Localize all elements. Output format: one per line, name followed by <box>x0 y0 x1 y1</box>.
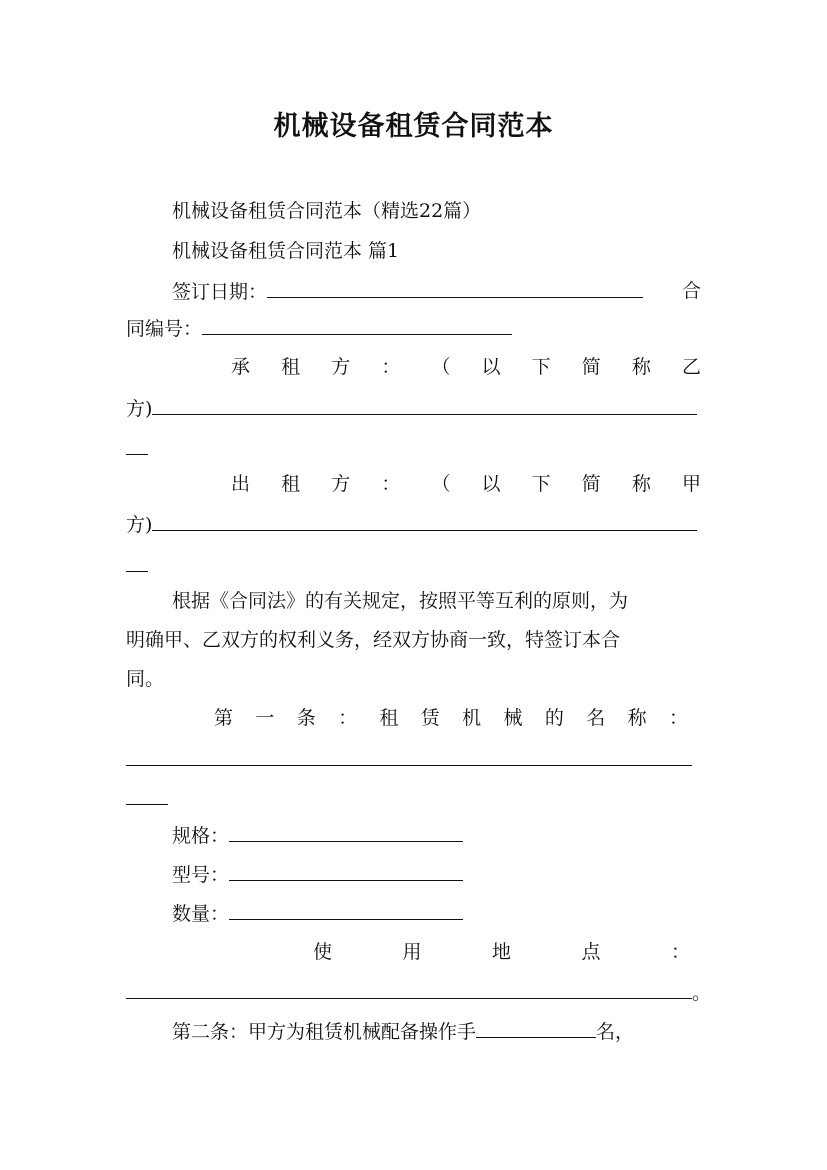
lessee-char: 租 <box>281 356 301 378</box>
contract-no-blank <box>202 316 512 335</box>
preamble-line: 明确甲、乙双方的权利义务，经双方协商一致，特签订本合 <box>126 629 621 651</box>
lessor-blank-continued <box>126 570 148 572</box>
article1-char: ： <box>668 707 688 729</box>
preamble-line: 同。 <box>126 668 165 690</box>
spec-blank <box>229 823 463 842</box>
quantity-blank <box>229 901 463 920</box>
lessor-tail-row <box>126 512 697 537</box>
lessee-char: 以 <box>481 356 501 378</box>
document-title: 机械设备租赁合同范本 <box>273 111 554 142</box>
lessor-char: 租 <box>281 473 301 495</box>
lessor-tail: 方) <box>126 514 153 536</box>
lessee-char: ： <box>381 356 401 378</box>
sign-date-label: 签订日期： <box>172 281 268 303</box>
preamble-line: 根据《合同法》的有关规定，按照平等互利的原则，为 <box>172 590 629 612</box>
article1-char: 名 <box>586 707 606 729</box>
lessee-char: 称 <box>631 356 651 378</box>
article2-suffix: 名， <box>596 1021 635 1043</box>
location-char: 点 <box>581 941 601 963</box>
article1-char: 一 <box>255 707 275 729</box>
lessor-blank <box>152 512 697 531</box>
article1-char: 的 <box>544 707 564 729</box>
quantity-label: 数量： <box>172 903 230 925</box>
lessee-tail-row <box>126 396 697 421</box>
lessor-char: 出 <box>231 473 251 495</box>
lessee-char: 承 <box>231 356 251 378</box>
lessor-char: 以 <box>481 473 501 495</box>
section-heading: 机械设备租赁合同范本 篇1 <box>172 240 400 262</box>
location-char: 地 <box>491 941 511 963</box>
article1-char: ： <box>338 707 358 729</box>
article1-char: 条 <box>296 707 316 729</box>
location-blank-row <box>126 980 711 1005</box>
machine-name-blank <box>126 764 692 766</box>
sign-date-blank <box>267 279 643 298</box>
lessee-char: 简 <box>581 356 601 378</box>
spec-row <box>172 823 463 848</box>
lessee-blank <box>152 396 697 415</box>
contract-no-prefix: 合 <box>682 280 702 302</box>
machine-name-blank-continued <box>126 803 168 805</box>
article1-row <box>214 706 688 730</box>
location-row <box>313 940 690 964</box>
model-label: 型号： <box>172 864 230 886</box>
lessor-char: 甲 <box>681 473 701 495</box>
lessor-char: 简 <box>581 473 601 495</box>
article1-char: 第 <box>214 707 234 729</box>
location-char: 用 <box>402 941 422 963</box>
spec-label: 规格： <box>172 825 230 847</box>
article1-char: 赁 <box>420 707 440 729</box>
sign-date-row <box>172 279 643 304</box>
location-char: ： <box>670 941 690 963</box>
article1-char: 械 <box>503 707 523 729</box>
lessor-char: ： <box>381 473 401 495</box>
location-char: 使 <box>313 941 333 963</box>
lessee-tail: 方) <box>126 398 153 420</box>
model-row <box>172 862 463 887</box>
article1-char: 机 <box>462 707 482 729</box>
article2-prefix: 第二条：甲方为租赁机械配备操作手 <box>172 1021 477 1043</box>
lessee-char: 乙 <box>681 356 701 378</box>
lessee-blank-continued <box>126 453 148 455</box>
article2-row <box>172 1019 634 1044</box>
lessee-char: （ <box>431 356 451 378</box>
operator-count-blank <box>476 1019 596 1038</box>
lessor-char: 称 <box>631 473 651 495</box>
model-blank <box>229 862 463 881</box>
lessee-char: 方 <box>331 356 351 378</box>
subtitle: 机械设备租赁合同范本（精选22篇） <box>172 200 482 222</box>
article1-char: 称 <box>627 707 647 729</box>
lessee-row <box>231 355 701 379</box>
lessor-char: 下 <box>531 473 551 495</box>
article1-char: 租 <box>379 707 399 729</box>
contract-no-row <box>126 316 512 341</box>
lessee-char: 下 <box>531 356 551 378</box>
location-end: 。 <box>692 982 712 1004</box>
location-blank <box>126 980 692 999</box>
lessor-row <box>231 472 701 496</box>
lessor-char: 方 <box>331 473 351 495</box>
quantity-row <box>172 901 463 926</box>
contract-no-label: 同编号： <box>126 318 203 340</box>
lessor-char: （ <box>431 473 451 495</box>
